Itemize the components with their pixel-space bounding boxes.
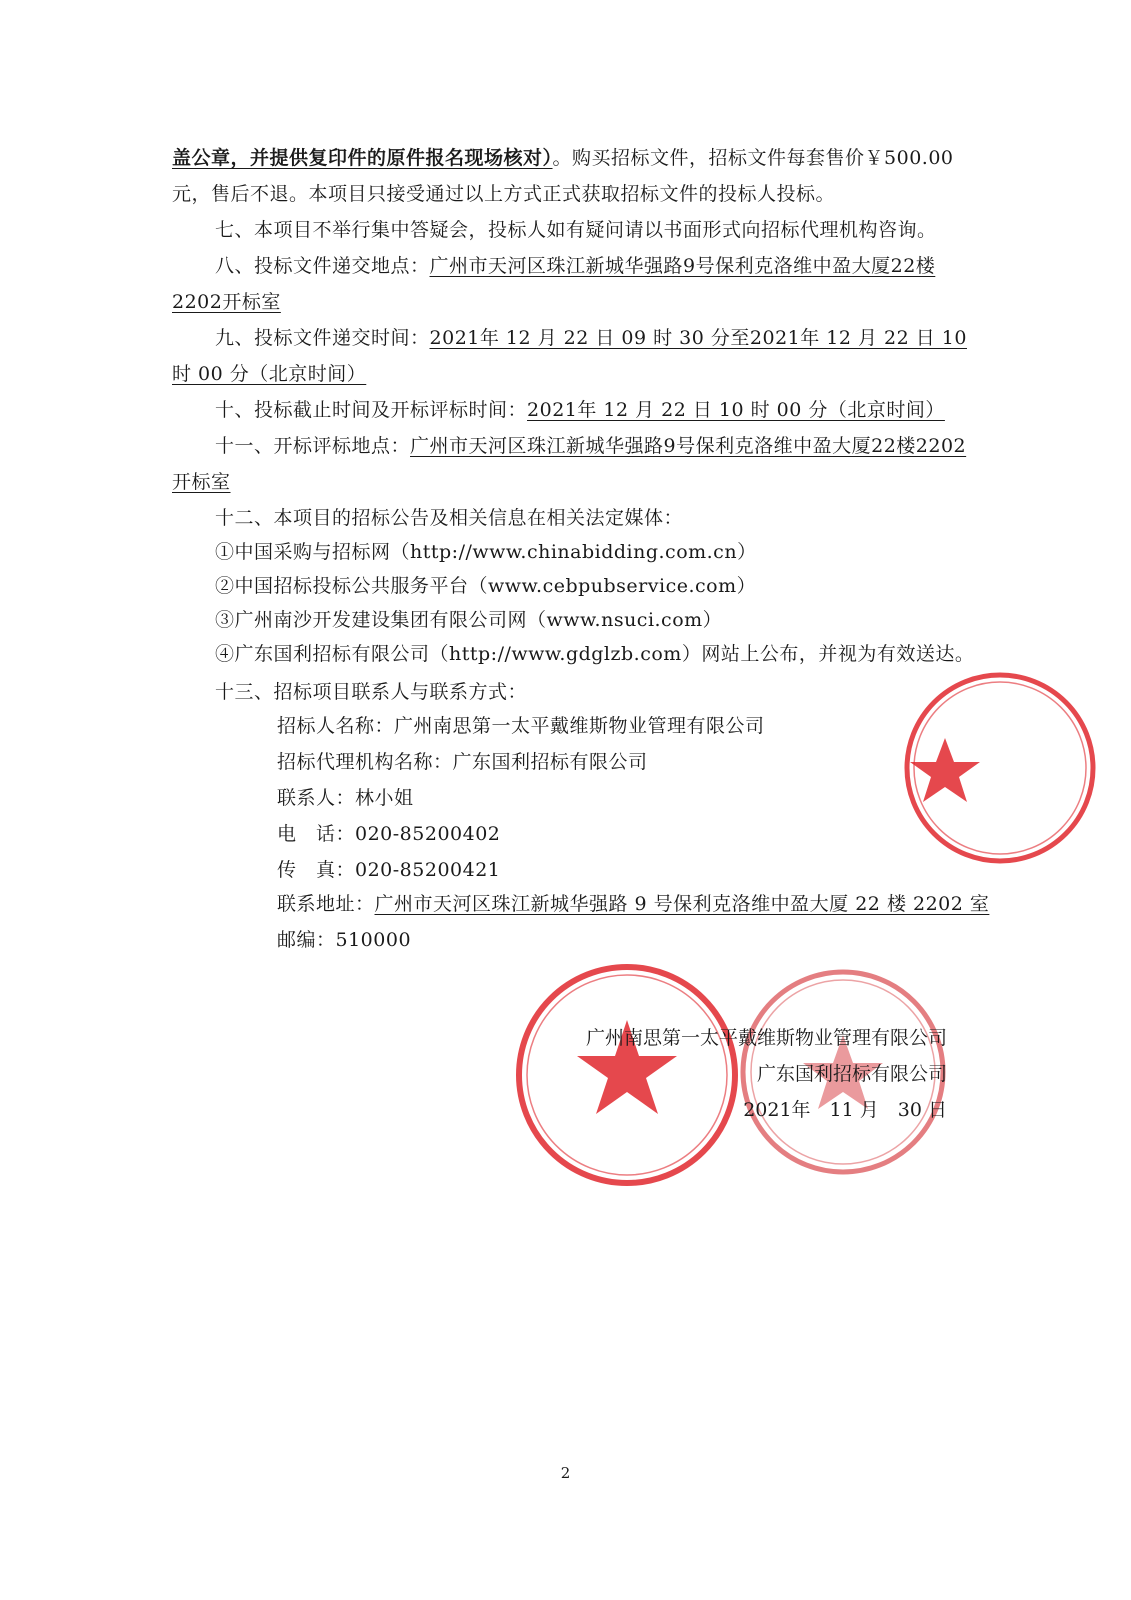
contact-fax: 传 真：020-85200421 xyxy=(277,859,501,881)
media-item-1: ①中国采购与招标网（http://www.chinabidding.com.cn） xyxy=(215,541,757,563)
paragraph-purchase-line1 xyxy=(172,144,954,172)
contact-phone: 电 话：020-85200402 xyxy=(277,823,501,845)
contact-address-value: 广州市天河区珠江新城华强路 9 号保利克洛维中盈大厦 22 楼 2202 室 xyxy=(374,893,990,915)
tenderer-name: 招标人名称：广州南思第一太平戴维斯物业管理有限公司 xyxy=(277,715,765,737)
submit-location-label: 八、投标文件递交地点： xyxy=(215,255,430,277)
media-item-4: ④广东国利招标有限公司（http://www.gdglzb.com）网站上公布，并视为有效送达。 xyxy=(215,643,975,665)
paragraph-purchase-line2: 元，售后不退。本项目只接受通过以上方式正式获取招标文件的投标人投标。 xyxy=(172,183,836,205)
signature-date: 2021年 11 月 30 日 xyxy=(743,1099,947,1121)
signature-tenderer: 广州南思第一太平戴维斯物业管理有限公司 xyxy=(585,1027,947,1049)
page-number: 2 xyxy=(560,1464,571,1482)
submit-location-value: 广州市天河区珠江新城华强路9号保利克洛维中盈大厦22楼 xyxy=(429,255,936,277)
paragraph-contacts-intro: 十三、招标项目联系人与联系方式： xyxy=(215,681,528,703)
company-seal-partial xyxy=(900,668,1100,868)
deadline-label: 十、投标截止时间及开标评标时间： xyxy=(215,399,528,421)
postcode: 邮编：510000 xyxy=(277,929,412,951)
opening-location-value-cont: 开标室 xyxy=(172,471,231,493)
opening-location-label: 十一、开标评标地点： xyxy=(215,435,411,457)
paragraph-opening-location xyxy=(215,432,966,460)
agency-name: 招标代理机构名称：广东国利招标有限公司 xyxy=(277,751,648,773)
submit-location-value-cont: 2202开标室 xyxy=(172,291,281,313)
contact-person: 联系人：林小姐 xyxy=(277,787,414,809)
stamp-requirement-text: 盖公章，并提供复印件的原件报名现场核对） xyxy=(172,147,553,169)
deadline-value: 2021年 12 月 22 日 10 时 00 分（北京时间） xyxy=(527,399,945,421)
submit-time-value-cont: 时 00 分（北京时间） xyxy=(172,363,367,385)
submit-time-label: 九、投标文件递交时间： xyxy=(215,327,430,349)
contact-address-label: 联系地址： xyxy=(277,893,375,915)
opening-location-value: 广州市天河区珠江新城华强路9号保利克洛维中盈大厦22楼2202 xyxy=(410,435,967,457)
paragraph-submit-location xyxy=(215,252,935,280)
agency-seal xyxy=(512,960,742,1190)
media-item-3: ③广州南沙开发建设集团有限公司网（www.nsuci.com） xyxy=(215,609,723,631)
paragraph-media-intro: 十二、本项目的招标公告及相关信息在相关法定媒体： xyxy=(215,507,684,529)
paragraph-submit-time xyxy=(215,324,967,352)
signature-agency: 广东国利招标有限公司 xyxy=(756,1063,947,1085)
seal-star-icon xyxy=(910,738,980,802)
paragraph-qa: 七、本项目不举行集中答疑会，投标人如有疑问请以书面形式向招标代理机构咨询。 xyxy=(215,219,937,241)
media-item-2: ②中国招标投标公共服务平台（www.cebpubservice.com） xyxy=(215,575,757,597)
paragraph-deadline xyxy=(215,396,945,424)
contact-address xyxy=(277,890,989,918)
submit-time-value: 2021年 12 月 22 日 09 时 30 分至2021年 12 月 22 日 10 xyxy=(429,327,967,349)
purchase-price-text: 。购买招标文件，招标文件每套售价￥500.00 xyxy=(552,147,954,169)
